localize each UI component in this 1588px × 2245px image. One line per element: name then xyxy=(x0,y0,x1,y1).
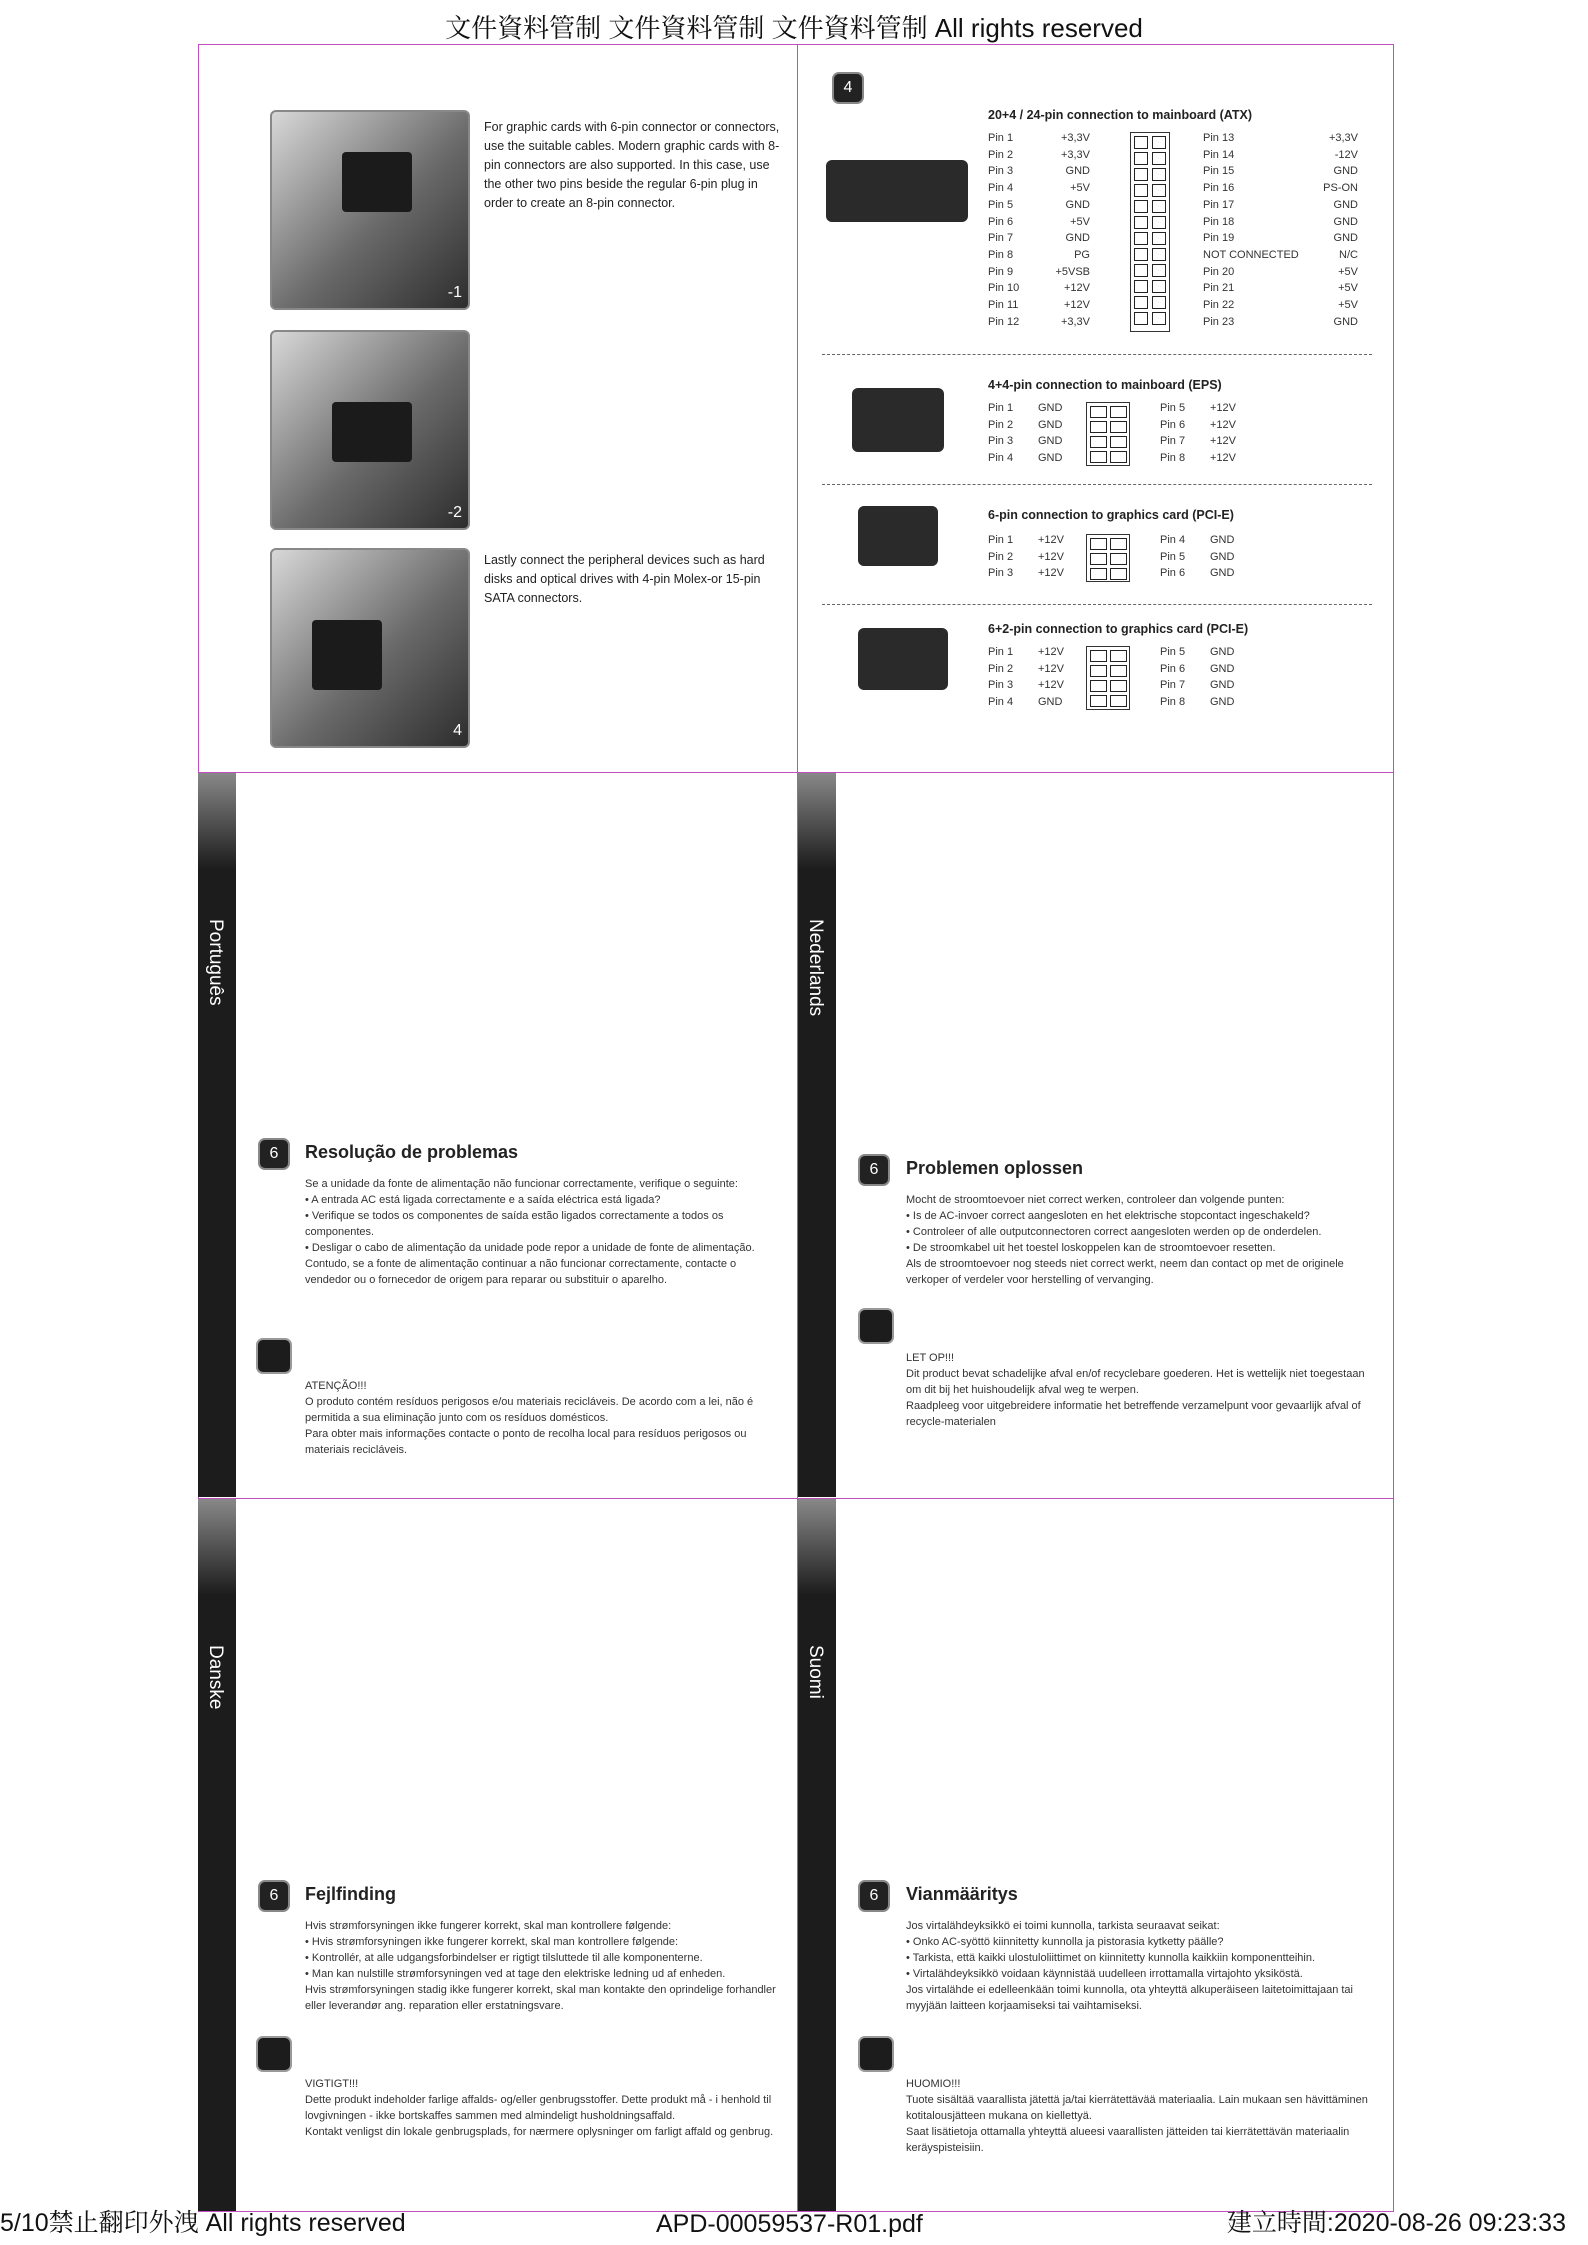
right-pin-name: Pin 17 xyxy=(1203,198,1235,211)
pin-cell xyxy=(1134,264,1148,277)
pin-cell xyxy=(1152,280,1166,293)
left-pin-value: +12V xyxy=(1038,646,1064,658)
right-pin-name: Pin 8 xyxy=(1160,452,1186,465)
left-pin-name: Pin 9 xyxy=(988,265,1014,278)
eps-title: 4+4-pin connection to mainboard (EPS) xyxy=(988,378,1222,392)
left-pin-name: Pin 11 xyxy=(988,299,1019,311)
pin-cell xyxy=(1090,406,1107,418)
left-pin-name: Pin 4 xyxy=(988,182,1014,195)
eps-pin-diagram xyxy=(1086,402,1130,466)
left-pin-value: GND xyxy=(1065,198,1090,211)
left-pin-value: GND xyxy=(1038,696,1063,709)
right-pin-value: -12V xyxy=(1334,148,1358,161)
footer-center: APD-00059537-R01.pdf xyxy=(656,2210,923,2238)
right-pin-name: Pin 19 xyxy=(1203,232,1235,245)
step-number: 6 xyxy=(258,1880,290,1912)
pin-cell xyxy=(1110,695,1127,707)
right-pin-value: GND xyxy=(1210,550,1235,563)
right-pin-name: Pin 5 xyxy=(1160,550,1186,563)
pin-cell xyxy=(1152,232,1166,245)
left-pin-name: Pin 7 xyxy=(988,232,1014,245)
right-pin-name: Pin 6 xyxy=(1160,662,1186,675)
left-pin-value: +12V xyxy=(1038,567,1064,580)
pcie6-connector-image xyxy=(858,506,938,566)
pin-cell xyxy=(1090,436,1107,448)
pin-cell xyxy=(1090,568,1107,580)
warning-icon xyxy=(256,1338,292,1374)
pin-cell xyxy=(1110,406,1127,418)
pin-cell xyxy=(1110,538,1127,550)
language-sidebar xyxy=(198,1499,236,2211)
right-pin-name: Pin 6 xyxy=(1160,567,1186,580)
left-pin-value: +5V xyxy=(1070,182,1090,195)
right-pin-name: Pin 16 xyxy=(1203,182,1235,195)
right-pin-value: GND xyxy=(1210,679,1235,692)
left-pin-name: Pin 12 xyxy=(988,315,1020,328)
right-pin-name: Pin 21 xyxy=(1203,282,1235,295)
left-pin-name: Pin 10 xyxy=(988,282,1020,295)
page-divider-horizontal xyxy=(198,1498,1394,1499)
graphics-card-text: For graphic cards with 6-pin connector or connectors, use the suitable cables. Modern graphic cards with 8-pin connectors are also supported. In this case, use the other two pins beside the regular 6-pin plug in order to create an 8-pin connector. xyxy=(484,120,780,210)
left-pin-name: Pin 3 xyxy=(988,435,1014,448)
right-pin-value: GND xyxy=(1333,315,1358,328)
left-pin-name: Pin 4 xyxy=(988,696,1014,709)
right-pin-name: NOT CONNECTED xyxy=(1203,248,1299,261)
connector-photo-2 xyxy=(270,330,470,530)
warning-text: HUOMIO!!! Tuote sisältää vaarallista jätettä ja/tai kierrätettävää materiaalia. Lain mukaan sen hävittäminen kotitalousjätteen mukana on kiellettyä. Saat lisätietoja ottamalla yhteyttä alueesi vaarallisten jätteiden tai kierrätettävän materiaalin keräyspisteisiin. xyxy=(906,2078,1368,2154)
left-pin-value: +12V xyxy=(1064,282,1090,295)
pin-cell xyxy=(1090,695,1107,707)
pin-cell xyxy=(1110,680,1127,692)
pcie6-pin-diagram xyxy=(1086,534,1130,582)
left-pin-value: +5V xyxy=(1070,215,1090,228)
divider xyxy=(822,354,1372,355)
right-pin-name: Pin 5 xyxy=(1160,646,1186,658)
right-pin-value: GND xyxy=(1210,646,1235,658)
pin-cell xyxy=(1152,296,1166,309)
right-pin-name: Pin 5 xyxy=(1160,402,1186,414)
pin-cell xyxy=(1152,264,1166,277)
section-body: Mocht de stroomtoevoer niet correct werken, controleer dan volgende punten: • Is de AC-invoer correct aangesloten en het elektrische stopcontact ingeschakeld? • Controleer of alle outputconnectoren correct aangesloten werden op de onderdelen. • De stroomkabel uit het toestel loskoppelen kan de stroomtoevoer resetten. Als de stroomtoevoer nog steeds niet correct werkt, neem dan contact op met de originele verkoper of verdeler voor herstelling of vervanging. xyxy=(906,1194,1344,1286)
right-pin-value: GND xyxy=(1210,696,1235,709)
step-number: 6 xyxy=(858,1880,890,1912)
right-pin-name: Pin 14 xyxy=(1203,148,1235,161)
footer-left: 5/10禁止翻印外洩 All rights reserved xyxy=(0,2209,406,2237)
pin-cell xyxy=(1134,168,1148,181)
right-pin-name: Pin 4 xyxy=(1160,534,1186,546)
footer-right: 建立時間:2020-08-26 09:23:33 xyxy=(1226,2209,1566,2237)
right-pin-value: +3,3V xyxy=(1328,132,1358,144)
pin-cell xyxy=(1110,553,1127,565)
left-pin-value: PG xyxy=(1074,248,1090,261)
right-pin-value: GND xyxy=(1210,567,1235,580)
warning-icon xyxy=(858,1308,894,1344)
pcie6-title: 6-pin connection to graphics card (PCI-E) xyxy=(988,508,1234,522)
right-pin-value: N/C xyxy=(1339,248,1358,261)
left-pin-value: GND xyxy=(1038,435,1063,448)
left-pin-value: +12V xyxy=(1038,550,1064,563)
pin-cell xyxy=(1090,680,1107,692)
left-pin-value: +12V xyxy=(1038,679,1064,692)
pin-cell xyxy=(1110,436,1127,448)
left-pin-value: +5VSB xyxy=(1055,265,1090,278)
language-label: Danske xyxy=(205,1645,226,1710)
left-pin-name: Pin 3 xyxy=(988,679,1014,692)
pin-cell xyxy=(1134,312,1148,325)
right-pin-name: Pin 18 xyxy=(1203,215,1235,228)
left-pin-name: Pin 2 xyxy=(988,148,1014,161)
left-pin-name: Pin 1 xyxy=(988,646,1014,658)
right-pin-value: GND xyxy=(1333,232,1358,245)
right-pin-value: GND xyxy=(1333,215,1358,228)
pin-cell xyxy=(1090,451,1107,463)
left-pin-value: +12V xyxy=(1038,662,1064,675)
pin-cell xyxy=(1090,553,1107,565)
pin-cell xyxy=(1110,650,1127,662)
right-pin-name: Pin 20 xyxy=(1203,265,1235,278)
pin-cell xyxy=(1090,421,1107,433)
pin-cell xyxy=(1110,568,1127,580)
pcie8-title: 6+2-pin connection to graphics card (PCI-E) xyxy=(988,622,1249,636)
connector-photo-3 xyxy=(270,548,470,748)
atx-pin-table xyxy=(988,130,1358,335)
pin-cell xyxy=(1134,200,1148,213)
right-pin-value: +12V xyxy=(1210,452,1236,465)
pin-cell xyxy=(1110,665,1127,677)
section-body: Jos virtalähdeyksikkö ei toimi kunnolla, tarkista seuraavat seikat: • Onko AC-syöttö kiinnitetty kunnolla ja pistorasia kytketty päälle? • Tarkista, että kaikki ulostuloliittimet on kiinnitetty kunnolla kaikkiin komponentteihin. • Virtalähdeyksikkö voidaan käynnistää uudelleen irrottamalla virtajohto yksiköstä. Jos virtalähde ei edelleenkään toimi kunnolla, ota yhteyttä alkuperäiseen laitetoimittajaan tai myyjään laitteen korjaamiseksi tai vaihtamiseksi. xyxy=(906,1920,1353,2012)
right-pin-value: +5V xyxy=(1338,265,1358,278)
left-pin-value: +12V xyxy=(1064,299,1090,311)
right-pin-value: +5V xyxy=(1338,282,1358,295)
pcie8-connector-image xyxy=(858,628,948,690)
photo-tag: 4 xyxy=(453,722,462,739)
left-pin-name: Pin 1 xyxy=(988,132,1014,144)
left-pin-name: Pin 1 xyxy=(988,534,1014,546)
pin-cell xyxy=(1152,216,1166,229)
left-pin-value: GND xyxy=(1065,165,1090,178)
pin-cell xyxy=(1110,421,1127,433)
right-pin-value: +12V xyxy=(1210,402,1236,414)
warning-text: ATENÇÃO!!! O produto contém resíduos perigosos e/ou materiais recicláveis. De acordo com a lei, não é permitida a sua eliminação junto com os resíduos domésticos. Para obter mais informações contacte o ponto de recolha local para resíduos perigosos ou materiais recicláveis. xyxy=(305,1380,754,1456)
page-header: 文件資料管制 文件資料管制 文件資料管制 All rights reserved xyxy=(445,13,1143,43)
pin-cell xyxy=(1134,296,1148,309)
step-number: 6 xyxy=(258,1138,290,1170)
right-pin-value: PS-ON xyxy=(1323,182,1358,195)
pin-cell xyxy=(1152,200,1166,213)
left-pin-value: +3,3V xyxy=(1060,315,1090,328)
peripheral-text: Lastly connect the peripheral devices such as hard disks and optical drives with 4-pin Molex-or 15-pin SATA connectors. xyxy=(484,553,765,605)
left-pin-name: Pin 2 xyxy=(988,418,1014,431)
pin-cell xyxy=(1152,312,1166,325)
language-sidebar xyxy=(198,773,236,1497)
pin-cell xyxy=(1134,280,1148,293)
left-pin-value: GND xyxy=(1065,232,1090,245)
right-pin-value: GND xyxy=(1333,198,1358,211)
left-pin-name: Pin 3 xyxy=(988,165,1014,178)
left-pin-name: Pin 1 xyxy=(988,402,1014,414)
right-pin-value: +5V xyxy=(1338,299,1358,311)
pin-cell xyxy=(1090,538,1107,550)
step-number: 4 xyxy=(832,72,864,104)
pin-cell xyxy=(1090,665,1107,677)
language-sidebar xyxy=(798,773,836,1497)
right-pin-name: Pin 13 xyxy=(1203,132,1235,144)
right-pin-name: Pin 15 xyxy=(1203,165,1235,178)
pin-cell xyxy=(1152,168,1166,181)
atx-pin-diagram xyxy=(1130,132,1170,332)
right-pin-name: Pin 6 xyxy=(1160,418,1186,431)
section-title: Fejlfinding xyxy=(305,1884,396,1904)
pin-cell xyxy=(1152,184,1166,197)
photo-tag: -1 xyxy=(447,284,462,301)
page-divider-horizontal xyxy=(198,772,1394,773)
section-body: Hvis strømforsyningen ikke fungerer korrekt, skal man kontrollere følgende: • Hvis strømforsyningen ikke fungerer korrekt, skal man kontrollere følgende: • Kontrollér, at alle udgangsforbindelser er rigtigt tilsluttede til alle komponenterne. • Man kan nulstille strømforsyningen ved at tage den elektriske ledning ud af enheden. Hvis strømforsyningen stadig ikke fungerer korrekt, skal man kontakte den oprindelige forhandler eller leverandør ang. reparation eller erstatningsvare. xyxy=(305,1920,776,2012)
pcie8-pin-diagram xyxy=(1086,646,1130,710)
right-pin-value: +12V xyxy=(1210,435,1236,448)
left-pin-value: GND xyxy=(1038,418,1063,431)
section-title: Problemen oplossen xyxy=(906,1158,1084,1178)
language-label: Nederlands xyxy=(805,919,826,1017)
eps-connector-image xyxy=(852,388,944,452)
warning-text: VIGTIGT!!! Dette produkt indeholder farlige affalds- og/eller genbrugsstoffer. Dette produkt må - i henhold til lovgivningen - ikke bortskaffes sammen med almindeligt husholdningsaffald. Kontakt venligst din lokale genbrugsplads, for nærmere oplysninger om farligt affald og genbrug. xyxy=(305,2078,774,2138)
left-pin-value: +3,3V xyxy=(1060,148,1090,161)
right-pin-name: Pin 7 xyxy=(1160,435,1186,448)
pin-cell xyxy=(1134,136,1148,149)
pin-cell xyxy=(1134,152,1148,165)
warning-icon xyxy=(256,2036,292,2072)
connector-photo-1 xyxy=(270,110,470,310)
pin-cell xyxy=(1152,152,1166,165)
right-pin-name: Pin 8 xyxy=(1160,696,1186,709)
language-label: Suomi xyxy=(805,1645,826,1699)
left-pin-value: GND xyxy=(1038,402,1063,414)
pin-cell xyxy=(1134,248,1148,261)
left-pin-name: Pin 6 xyxy=(988,215,1014,228)
atx-title: 20+4 / 24-pin connection to mainboard (ATX) xyxy=(988,108,1253,122)
language-label: Português xyxy=(205,919,226,1006)
right-pin-value: GND xyxy=(1210,534,1235,546)
right-pin-name: Pin 7 xyxy=(1160,679,1186,692)
warning-icon xyxy=(858,2036,894,2072)
section-body: Se a unidade da fonte de alimentação não funcionar correctamente, verifique o seguinte: • A entrada AC está ligada correctamente e a saída eléctrica está ligada? • Verifique se todos os componentes de saída estão ligados correctamente a todos os componentes. • Desligar o cabo de alimentação da unidade pode repor a unidade de fonte de alimentação. Contudo, se a fonte de alimentação continuar a não funcionar correctamente, contacte o vendedor ou o fornecedor de origem para reparar ou substituir o aparelho. xyxy=(305,1178,755,1286)
language-sidebar xyxy=(798,1499,836,2211)
pin-cell xyxy=(1152,136,1166,149)
right-pin-name: Pin 22 xyxy=(1203,299,1235,311)
left-pin-name: Pin 4 xyxy=(988,452,1014,465)
left-pin-name: Pin 2 xyxy=(988,550,1014,563)
divider xyxy=(822,604,1372,605)
right-pin-value: GND xyxy=(1210,662,1235,675)
right-pin-name: Pin 23 xyxy=(1203,315,1235,328)
left-pin-name: Pin 5 xyxy=(988,198,1014,211)
pin-cell xyxy=(1090,650,1107,662)
left-pin-name: Pin 8 xyxy=(988,248,1014,261)
left-pin-name: Pin 2 xyxy=(988,662,1014,675)
left-pin-value: GND xyxy=(1038,452,1063,465)
photo-tag: -2 xyxy=(447,504,462,521)
pin-cell xyxy=(1152,248,1166,261)
pin-cell xyxy=(1110,451,1127,463)
right-pin-value: GND xyxy=(1333,165,1358,178)
warning-text: LET OP!!! Dit product bevat schadelijke afval en/of recyclebare goederen. Het is wettelijk niet toegestaan om dit bij het huishoudelijk afval weg te werpen. Raadpleeg voor uitgebreidere informatie het betreffende verzamelpunt voor gevaarlijk afval of recycle-materialen xyxy=(906,1352,1365,1428)
section-title: Resolução de problemas xyxy=(305,1142,519,1162)
section-title: Vianmääritys xyxy=(906,1884,1018,1904)
step-number: 6 xyxy=(858,1154,890,1186)
left-pin-name: Pin 3 xyxy=(988,567,1014,580)
pin-cell xyxy=(1134,232,1148,245)
pin-cell xyxy=(1134,216,1148,229)
divider xyxy=(822,484,1372,485)
left-pin-value: +3,3V xyxy=(1060,132,1090,144)
pin-cell xyxy=(1134,184,1148,197)
atx-connector-image xyxy=(826,160,968,222)
left-pin-value: +12V xyxy=(1038,534,1064,546)
right-pin-value: +12V xyxy=(1210,418,1236,431)
